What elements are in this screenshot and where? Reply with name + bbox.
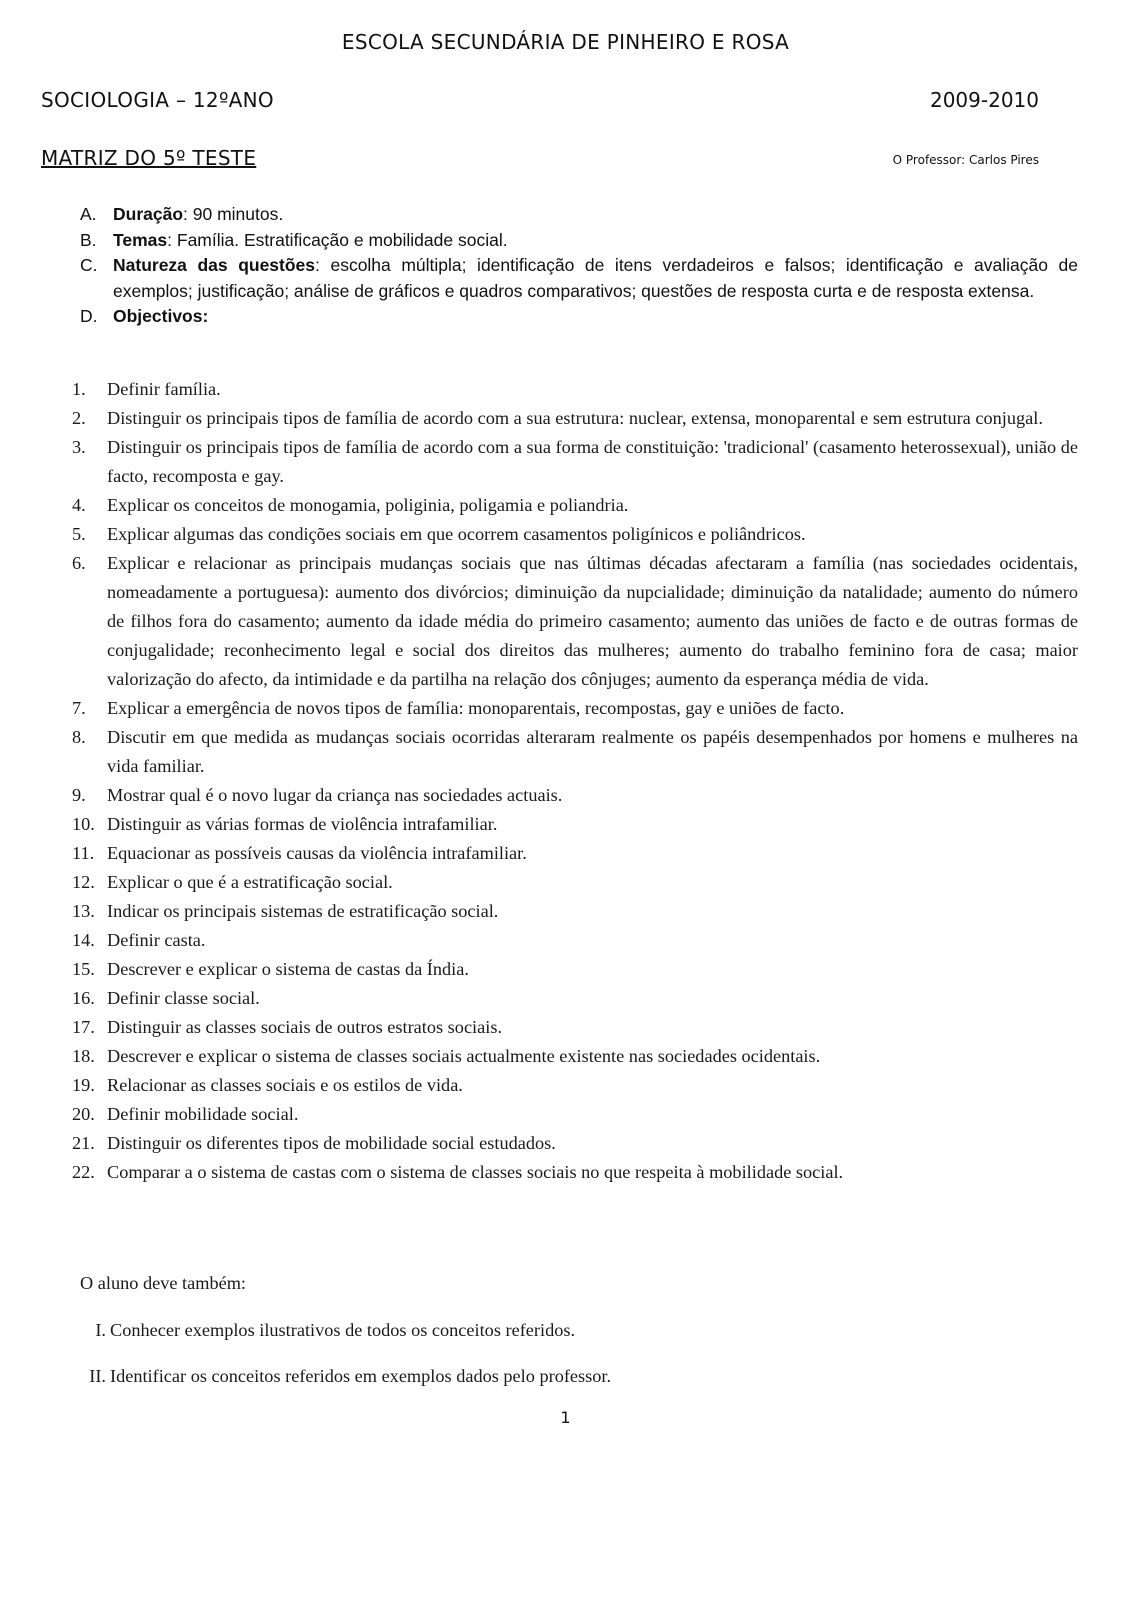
objective-item xyxy=(72,375,1078,404)
test-info-item xyxy=(80,304,1078,330)
objective-item xyxy=(72,404,1078,433)
test-info-item xyxy=(80,202,1078,228)
objective-number: 16. xyxy=(72,988,95,1008)
item-text: : Família. Estratificação e mobilidade social. xyxy=(167,229,508,250)
objective-number: 20. xyxy=(72,1104,95,1124)
objective-number: 21. xyxy=(72,1133,95,1153)
item-text: Conhecer exemplos ilustrativos de todos os conceitos referidos. xyxy=(110,1320,576,1340)
objective-number: 2. xyxy=(72,408,86,428)
objective-number: 10. xyxy=(72,814,95,834)
objective-number: 22. xyxy=(72,1162,95,1182)
objective-item xyxy=(72,433,1078,491)
test-info-item xyxy=(80,253,1078,304)
objective-text: Definir mobilidade social. xyxy=(107,1104,299,1124)
item-text: Identificar os conceitos referidos em exemplos dados pelo professor. xyxy=(110,1366,612,1386)
also-item xyxy=(78,1366,1078,1387)
objective-number: 6. xyxy=(72,553,86,573)
objective-item xyxy=(72,1042,1078,1071)
objective-item xyxy=(72,781,1078,810)
professor-name: O Professor: Carlos Pires xyxy=(892,153,1039,167)
objective-text: Descrever e explicar o sistema de castas da Índia. xyxy=(107,959,469,979)
objective-text: Distinguir os principais tipos de família de acordo com a sua estrutura: nuclear, extensa, monoparental e sem estrutura conjugal. xyxy=(107,408,1043,428)
objective-item xyxy=(72,1071,1078,1100)
item-marker: II. xyxy=(89,1366,106,1386)
objective-item xyxy=(72,810,1078,839)
objective-number: 4. xyxy=(72,495,86,515)
objective-text: Distinguir as várias formas de violência intrafamiliar. xyxy=(107,814,498,834)
subject-title: SOCIOLOGIA – 12ºANO xyxy=(41,88,274,112)
objective-item xyxy=(72,1129,1078,1158)
objective-number: 17. xyxy=(72,1017,95,1037)
also-item xyxy=(78,1320,1078,1341)
item-marker: B. xyxy=(80,229,97,250)
objective-item xyxy=(72,839,1078,868)
objective-number: 12. xyxy=(72,872,95,892)
objective-number: 8. xyxy=(72,727,86,747)
objective-number: 19. xyxy=(72,1075,95,1095)
objective-text: Definir casta. xyxy=(107,930,206,950)
objective-item xyxy=(72,491,1078,520)
school-name: ESCOLA SECUNDÁRIA DE PINHEIRO E ROSA xyxy=(341,30,790,54)
objective-number: 5. xyxy=(72,524,86,544)
objective-text: Definir classe social. xyxy=(107,988,260,1008)
objective-text: Relacionar as classes sociais e os estilos de vida. xyxy=(107,1075,463,1095)
item-label: Natureza das questões xyxy=(113,255,316,275)
objective-text: Explicar o que é a estratificação social. xyxy=(107,872,393,892)
objective-number: 9. xyxy=(72,785,86,805)
objective-item xyxy=(72,694,1078,723)
objective-number: 13. xyxy=(72,901,95,921)
item-label: Temas xyxy=(113,229,168,250)
objective-item xyxy=(72,984,1078,1013)
objective-text: Equacionar as possíveis causas da violência intrafamiliar. xyxy=(107,843,527,863)
item-marker: D. xyxy=(80,306,98,326)
objective-text: Explicar a emergência de novos tipos de família: monoparentais, recompostas, gay e uniões de facto. xyxy=(107,698,845,718)
objective-number: 14. xyxy=(72,930,95,950)
item-text: : 90 minutos. xyxy=(183,204,284,224)
objective-item xyxy=(72,868,1078,897)
objective-item xyxy=(72,897,1078,926)
objective-item xyxy=(72,1013,1078,1042)
test-info-list xyxy=(80,202,1078,330)
objective-text: Definir família. xyxy=(107,379,221,399)
objective-text: Mostrar qual é o novo lugar da criança nas sociedades actuais. xyxy=(107,785,563,805)
document-title: MATRIZ DO 5º TESTE xyxy=(41,146,257,170)
item-marker: C. xyxy=(80,255,98,275)
item-marker: I. xyxy=(95,1320,106,1340)
objectives-list xyxy=(72,375,1078,1187)
objective-number: 7. xyxy=(72,698,86,718)
item-label: Duração xyxy=(113,204,184,224)
item-text: : escolha múltipla; identificação de itens verdadeiros e falsos; identificação e avaliação de exemplos; justificação; análise de gráficos e quadros comparativos; questões de resposta curta e de resposta extensa. xyxy=(113,255,1079,301)
objective-text: Distinguir os diferentes tipos de mobilidade social estudados. xyxy=(107,1133,556,1153)
objective-number: 3. xyxy=(72,437,86,457)
objective-text: Explicar algumas das condições sociais em que ocorrem casamentos poligínicos e poliândricos. xyxy=(107,524,806,544)
objective-text: Explicar os conceitos de monogamia, poliginia, poligamia e poliandria. xyxy=(107,495,629,515)
objective-item xyxy=(72,520,1078,549)
objective-number: 15. xyxy=(72,959,95,979)
also-intro: O aluno deve também: xyxy=(80,1273,247,1293)
objective-number: 1. xyxy=(72,379,86,399)
objective-text: Descrever e explicar o sistema de classes sociais actualmente existente nas sociedades ocidentais. xyxy=(107,1046,821,1066)
objective-item xyxy=(72,723,1078,781)
objective-text: Indicar os principais sistemas de estratificação social. xyxy=(107,901,499,921)
objective-number: 11. xyxy=(72,843,95,863)
objective-number: 18. xyxy=(72,1046,95,1066)
objective-text: Distinguir os principais tipos de família de acordo com a sua forma de constituição: 'tradicional' (casamento heterossexual), união de facto, recomposta e gay. xyxy=(107,437,1078,486)
objective-item xyxy=(72,549,1078,694)
school-year: 2009-2010 xyxy=(929,88,1039,112)
item-label: Objectivos: xyxy=(113,306,209,326)
objective-text: Discutir em que medida as mudanças sociais ocorridas alteraram realmente os papéis desempenhados por homens e mulheres na vida familiar. xyxy=(107,727,1078,776)
item-marker: A. xyxy=(80,204,97,224)
objective-item xyxy=(72,1100,1078,1129)
objective-text: Distinguir as classes sociais de outros estratos sociais. xyxy=(107,1017,503,1037)
test-info-item xyxy=(80,228,1078,254)
objective-text: Explicar e relacionar as principais mudanças sociais que nas últimas décadas afectaram a família (nas sociedades ocidentais, nomeadamente a portuguesa): aumento dos divórcios; diminuição da nupcialidade; diminuição da natalidade; aumento do número de filhos fora do casamento; aumento da idade média do primeiro casamento; aumento das uniões de facto e de outras formas de conjugalidade; reconhecimento legal e social dos direitos das mulheres; aumento do trabalho feminino fora de casa; maior valorização do afecto, da intimidade e da partilha na relação dos cônjuges; aumento da esperança média de vida. xyxy=(107,553,1078,689)
objective-item xyxy=(72,1158,1078,1187)
objective-item xyxy=(72,926,1078,955)
page-number: 1 xyxy=(560,1408,571,1427)
objective-text: Comparar a o sistema de castas com o sistema de classes sociais no que respeita à mobilidade social. xyxy=(107,1162,844,1182)
objective-item xyxy=(72,955,1078,984)
